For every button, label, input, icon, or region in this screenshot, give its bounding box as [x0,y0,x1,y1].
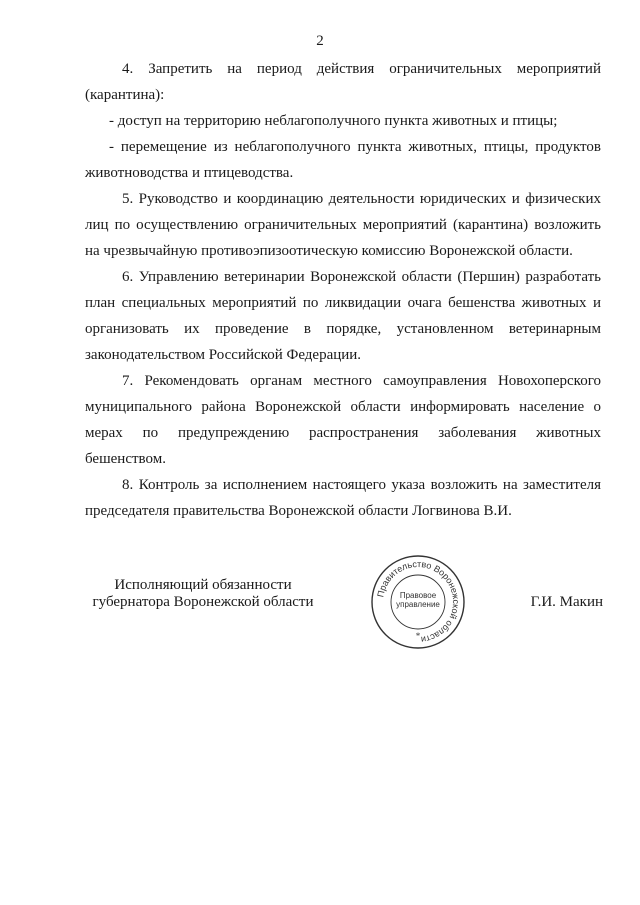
signatory-position [83,577,323,611]
stamp-ring-text: Правительство Воронежской области [375,558,462,645]
page-number: 2 [316,33,324,49]
official-stamp [368,552,468,652]
paragraph-bullet-access: - доступ на территорию неблагополучного пункта животных и птицы; [109,113,558,129]
stamp-center-line2: управление [396,600,440,609]
stamp-center-line1: Правовое [399,591,437,600]
paragraph-item-8: 8. Контроль за исполнением настоящего указа возложить на заместителя председателя правительства Воронежской области Логвинова В.И. [85,477,601,519]
paragraph-item-4: 4. Запретить на период действия ограничительных мероприятий (карантина): [85,61,601,103]
signatory-name: Г.И. Макин [530,594,603,610]
stamp-star: * [415,631,421,641]
signature-block [83,558,603,667]
signatory-position-line1: Исполняющий обязанности [114,577,292,593]
signatory-position-line2: губернатора Воронежской области [92,594,314,610]
paragraph-item-5: 5. Руководство и координацию деятельности юридических и физических лиц по осуществлению ограничительных мероприятий (карантина) возложить на чрезвычайную противоэпизоотическую комиссию Воронежской области. [85,191,601,259]
paragraph-bullet-movement: - перемещение из неблагополучного пункта животных, птицы, продуктов животноводства и птицеводства. [85,139,601,181]
document-body [85,56,601,524]
paragraph-item-7: 7. Рекомендовать органам местного самоуправления Новохоперского муниципального района Воронежской области информировать население о мерах по предупреждению распространения заболевания животных бешенством. [85,373,601,467]
paragraph-item-6: 6. Управлению ветеринарии Воронежской области (Першин) разработать план специальных мероприятий по ликвидации очага бешенства животных и организовать их проведение в порядке, установленном ветеринарным законодательством Российской Федерации. [85,269,601,363]
stamp-center-text [368,591,468,609]
